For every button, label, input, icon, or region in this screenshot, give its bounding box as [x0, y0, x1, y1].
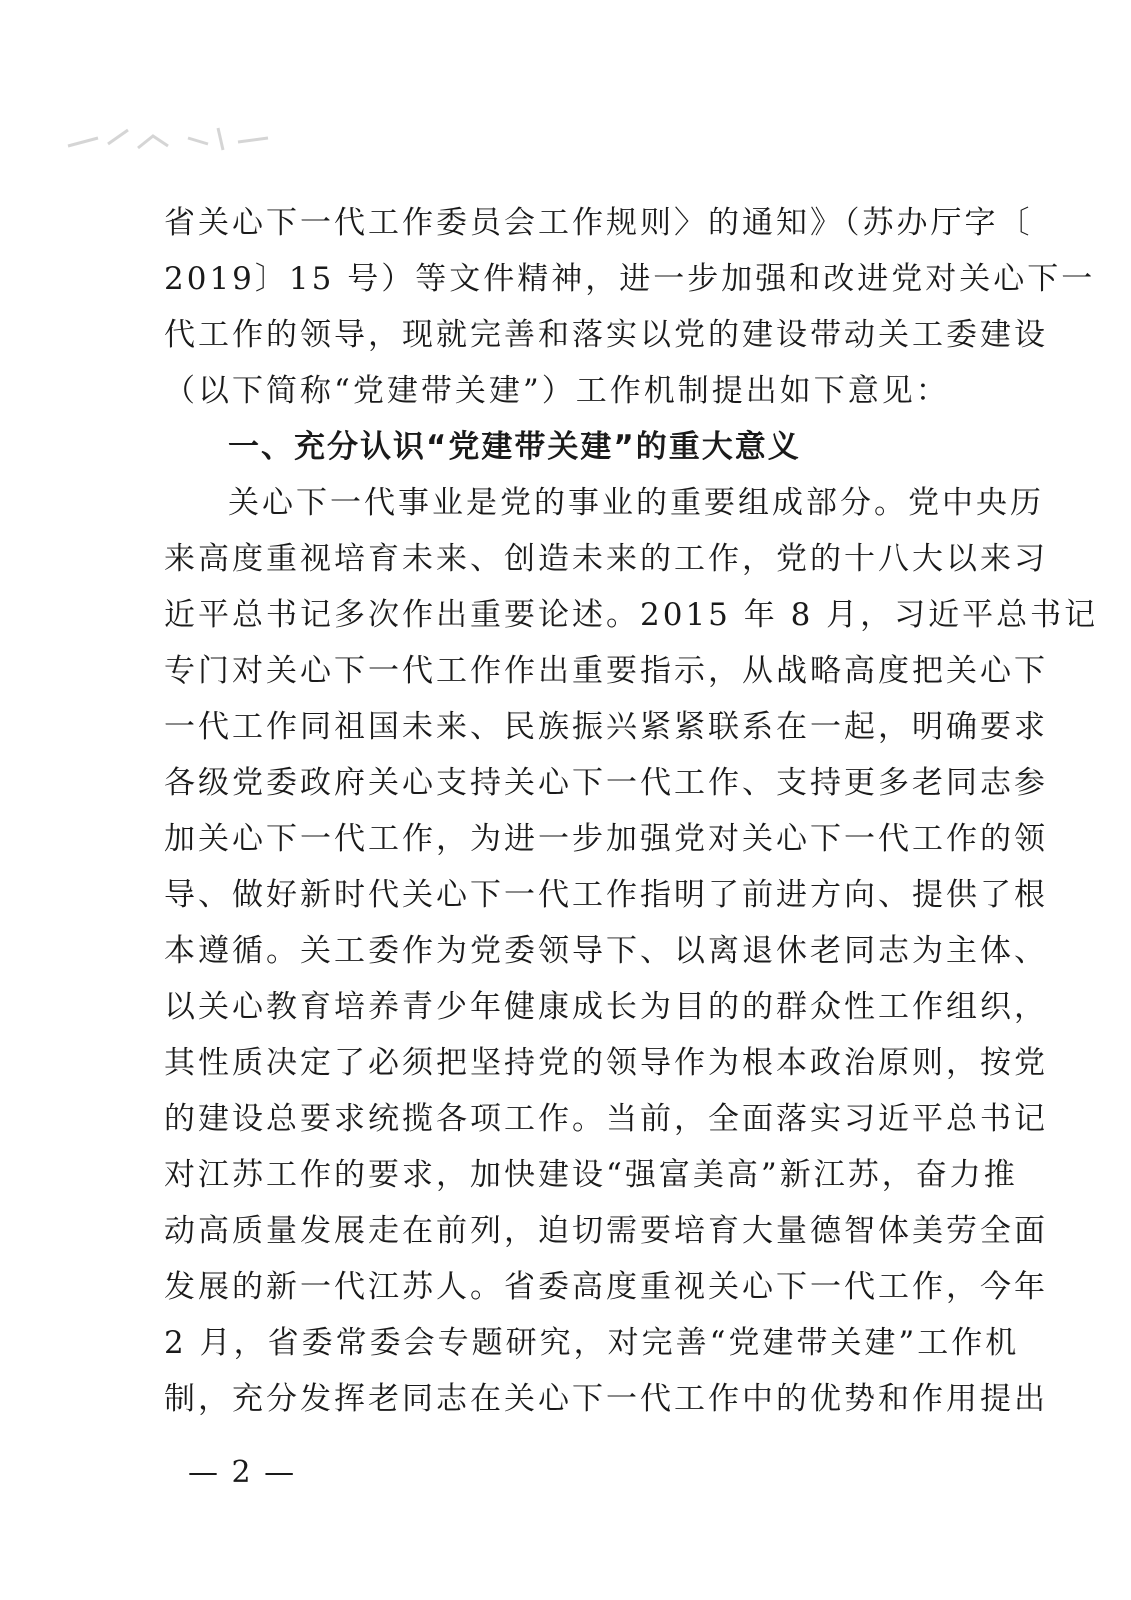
- text-line: 本遵循。关工委作为党委领导下、以离退休老同志为主体、: [164, 933, 1048, 969]
- document-body: [164, 195, 1099, 1427]
- scan-artifact-mark: [58, 108, 278, 158]
- text-line: （以下简称“党建带关建”）工作机制提出如下意见：: [164, 373, 950, 409]
- text-line: 2019〕15 号）等文件精神，进一步加强和改进党对关心下一: [164, 261, 1096, 297]
- text-line: 发展的新一代江苏人。省委高度重视关心下一代工作，今年: [164, 1269, 1048, 1305]
- text-line: 专门对关心下一代工作作出重要指示，从战略高度把关心下: [164, 653, 1048, 689]
- text-line: 以关心教育培养青少年健康成长为目的的群众性工作组织，: [164, 989, 1048, 1025]
- text-line: 各级党委政府关心支持关心下一代工作、支持更多老同志参: [164, 765, 1048, 801]
- text-line: 对江苏工作的要求，加快建设“强富美高”新江苏，奋力推: [164, 1157, 1018, 1193]
- text-line: 省关心下一代工作委员会工作规则〉的通知》（苏办厅字〔: [164, 205, 1033, 241]
- text-line: 的建设总要求统揽各项工作。当前，全面落实习近平总书记: [164, 1101, 1048, 1137]
- text-line: 近平总书记多次作出重要论述。2015 年 8 月，习近平总书记: [164, 597, 1099, 633]
- text-line: 来高度重视培育未来、创造未来的工作，党的十八大以来习: [164, 541, 1048, 577]
- section-heading: 一、充分认识“党建带关建”的重大意义: [228, 429, 801, 465]
- text-line: 代工作的领导，现就完善和落实以党的建设带动关工委建设: [164, 317, 1048, 353]
- text-line: 导、做好新时代关心下一代工作指明了前进方向、提供了根: [164, 877, 1048, 913]
- text-line: 加关心下一代工作，为进一步加强党对关心下一代工作的领: [164, 821, 1048, 857]
- text-line: 制，充分发挥老同志在关心下一代工作中的优势和作用提出: [164, 1381, 1048, 1417]
- text-line: 一代工作同祖国未来、民族振兴紧紧联系在一起，明确要求: [164, 709, 1048, 745]
- text-line: 其性质决定了必须把坚持党的领导作为根本政治原则，按党: [164, 1045, 1048, 1081]
- text-line: 动高质量发展走在前列，迫切需要培育大量德智体美劳全面: [164, 1213, 1048, 1249]
- page-number: — 2 —: [188, 1455, 297, 1490]
- faded-stamp-icon: [58, 108, 278, 158]
- text-line: 关心下一代事业是党的事业的重要组成部分。党中央历: [228, 485, 1044, 521]
- text-line: 2 月，省委常委会专题研究，对完善“党建带关建”工作机: [164, 1325, 1020, 1361]
